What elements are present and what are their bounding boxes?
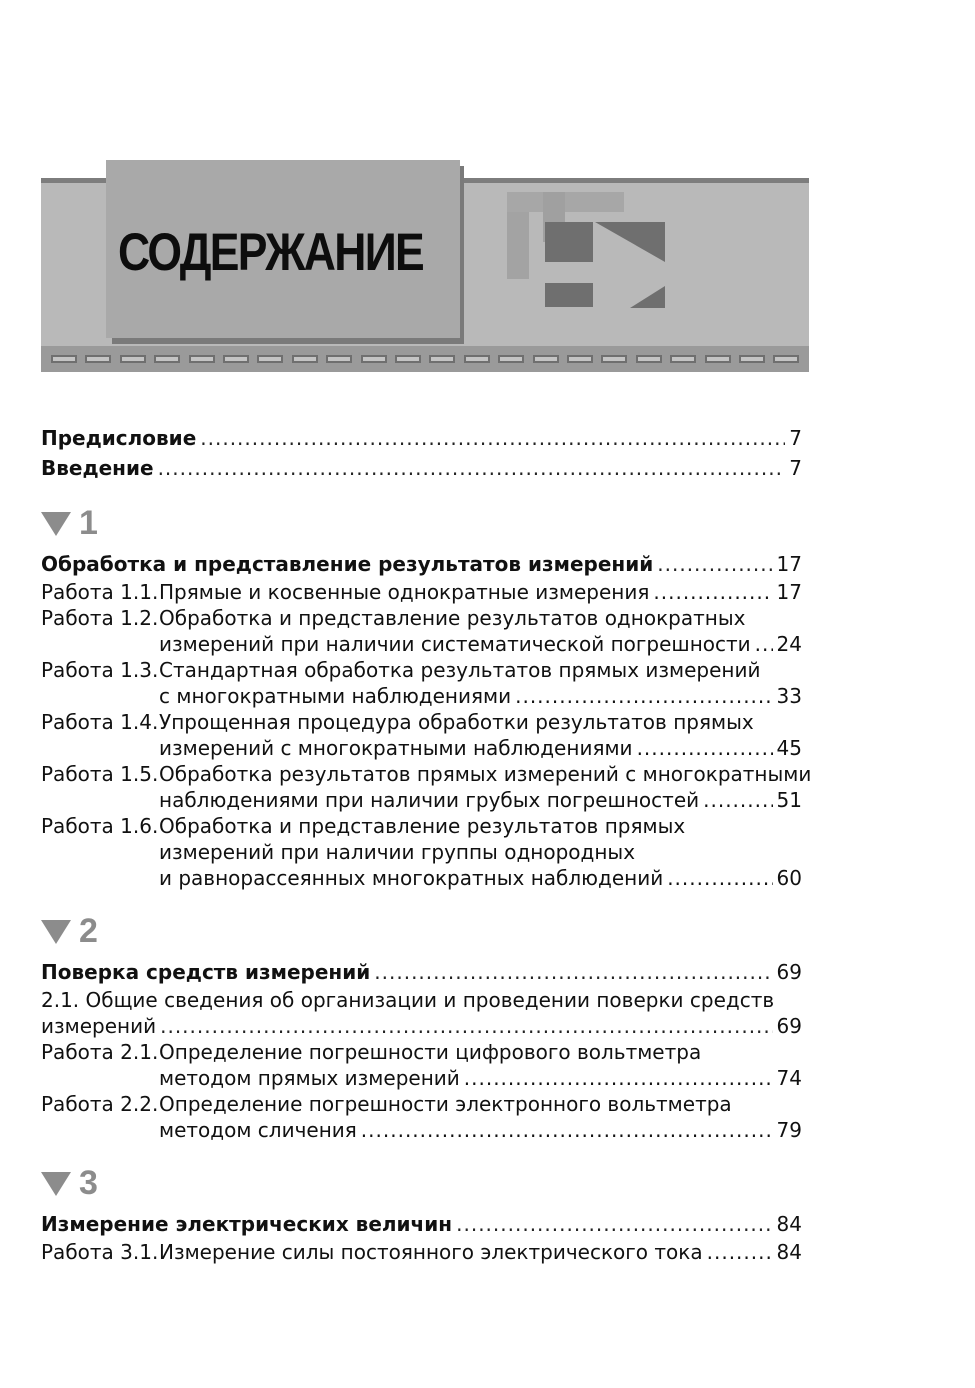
strip-cell [670,355,696,363]
work-title: наблюдениями при наличии грубых погрешностей [159,788,700,812]
section-page: 69 [776,1014,802,1038]
work-page: 79 [776,1118,802,1142]
chapter-2-marker [41,912,98,951]
chapter-number: 1 [79,504,98,542]
toc-chapter-3[interactable] [41,1212,802,1236]
triangle-down-icon [41,1172,71,1196]
toc-entry-title: Предисловие [41,426,197,450]
strip-cell [326,355,352,363]
strip-cell [395,355,421,363]
toc-chapter-page: 17 [776,552,802,576]
chapter-number: 2 [79,912,98,950]
work-page: 60 [776,866,802,890]
dot-leader [464,1066,773,1090]
banner-film-strip [41,346,809,372]
work-page: 84 [776,1240,802,1264]
deco-square-dark [545,222,593,262]
toc-entry-preface[interactable] [41,426,802,450]
work-title: измерений при наличии систематической погрешности [159,632,751,656]
toc-work-1-5[interactable] [159,788,802,812]
chapter-1-marker [41,504,98,543]
work-label: Работа 1.4. [41,710,159,734]
work-label: Работа 1.3. [41,658,159,682]
work-page: 51 [776,788,802,812]
work-page: 33 [776,684,802,708]
dot-leader [653,580,772,604]
work-label: Работа 1.2. [41,606,159,630]
toc-entry-title: Введение [41,456,154,480]
strip-cell [533,355,559,363]
deco-bar-light [507,212,529,279]
toc-work-1-1[interactable] [159,580,802,604]
work-title-line: Обработка результатов прямых измерений с многократными [159,762,812,786]
section-title: измерений [41,1014,157,1038]
toc-work-1-6[interactable] [159,866,802,890]
toc-chapter-title: Поверка средств измерений [41,960,371,984]
toc-work-1-3[interactable] [159,684,802,708]
deco-bar-top [507,192,624,212]
chapter-3-marker [41,1164,98,1203]
strip-cell [154,355,180,363]
strip-cell [85,355,111,363]
toc-chapter-page: 84 [776,1212,802,1236]
strip-cell [636,355,662,363]
toc-chapter-2[interactable] [41,960,802,984]
strip-cell [464,355,490,363]
strip-cell [51,355,77,363]
work-label: Работа 2.1. [41,1040,159,1064]
work-page: 24 [776,632,802,656]
work-title-line: Упрощенная процедура обработки результатов прямых [159,710,754,734]
toc-entry-page: 7 [789,426,802,450]
work-title: и равнорассеянных многократных наблюдений [159,866,664,890]
work-title-line: Обработка и представление результатов прямых [159,814,686,838]
toc-chapter-page: 69 [776,960,802,984]
dot-leader [456,1212,772,1236]
toc-work-3-1[interactable] [159,1240,802,1264]
dot-leader [755,632,773,656]
strip-cell [120,355,146,363]
dot-leader [703,788,772,812]
work-page: 17 [776,580,802,604]
dot-leader [200,426,785,450]
toc-chapter-title: Измерение электрических величин [41,1212,453,1236]
strip-cell [223,355,249,363]
dot-leader [637,736,773,760]
work-label: Работа 1.1. [41,580,159,604]
work-label: Работа 1.6. [41,814,159,838]
strip-cell [429,355,455,363]
strip-cell [739,355,765,363]
dot-leader [707,1240,773,1264]
toc-work-1-2[interactable] [159,632,802,656]
work-label: Работа 3.1. [41,1240,159,1264]
work-page: 45 [776,736,802,760]
work-title-line: Стандартная обработка результатов прямых измерений [159,658,761,682]
dot-leader [657,552,772,576]
work-label: Работа 2.2. [41,1092,159,1116]
toc-entry-page: 7 [789,456,802,480]
strip-cell [361,355,387,363]
toc-work-1-4[interactable] [159,736,802,760]
strip-cell [498,355,524,363]
strip-cell [705,355,731,363]
strip-cell [773,355,799,363]
toc-work-2-1[interactable] [159,1066,802,1090]
dot-leader [515,684,772,708]
dot-leader [667,866,772,890]
chapter-number: 3 [79,1164,98,1202]
toc-section-2-1[interactable] [41,1014,802,1038]
toc-chapter-title: Обработка и представление результатов измерений [41,552,654,576]
work-title: методом прямых измерений [159,1066,460,1090]
dot-leader [158,456,786,480]
work-title-line: Определение погрешности цифрового вольтметра [159,1040,702,1064]
dot-leader [160,1014,772,1038]
deco-triangle-icon [595,222,665,308]
work-title-line: Определение погрешности электронного вольтметра [159,1092,732,1116]
work-title: Прямые и косвенные однократные измерения [159,580,650,604]
work-label: Работа 1.5. [41,762,159,786]
toc-chapter-1[interactable] [41,552,802,576]
page-title: СОДЕРЖАНИЕ [118,223,424,282]
strip-cell [567,355,593,363]
toc-entry-introduction[interactable] [41,456,802,480]
triangle-down-icon [41,512,71,536]
triangle-down-icon [41,920,71,944]
strip-cell [601,355,627,363]
strip-cell [292,355,318,363]
toc-work-2-2[interactable] [159,1118,802,1142]
work-title: с многократными наблюдениями [159,684,512,708]
dot-leader [361,1118,773,1142]
section-title-line: 2.1. Общие сведения об организации и проведении поверки средств [41,988,775,1012]
dot-leader [374,960,772,984]
deco-square-dark-2 [545,283,593,307]
work-title: методом сличения [159,1118,357,1142]
work-title-line: Обработка и представление результатов однократных [159,606,746,630]
work-title: измерений с многократными наблюдениями [159,736,633,760]
work-title-line: измерений при наличии группы однородных [159,840,636,864]
work-title: Измерение силы постоянного электрического тока [159,1240,703,1264]
strip-cell [257,355,283,363]
work-page: 74 [776,1066,802,1090]
strip-cell [189,355,215,363]
